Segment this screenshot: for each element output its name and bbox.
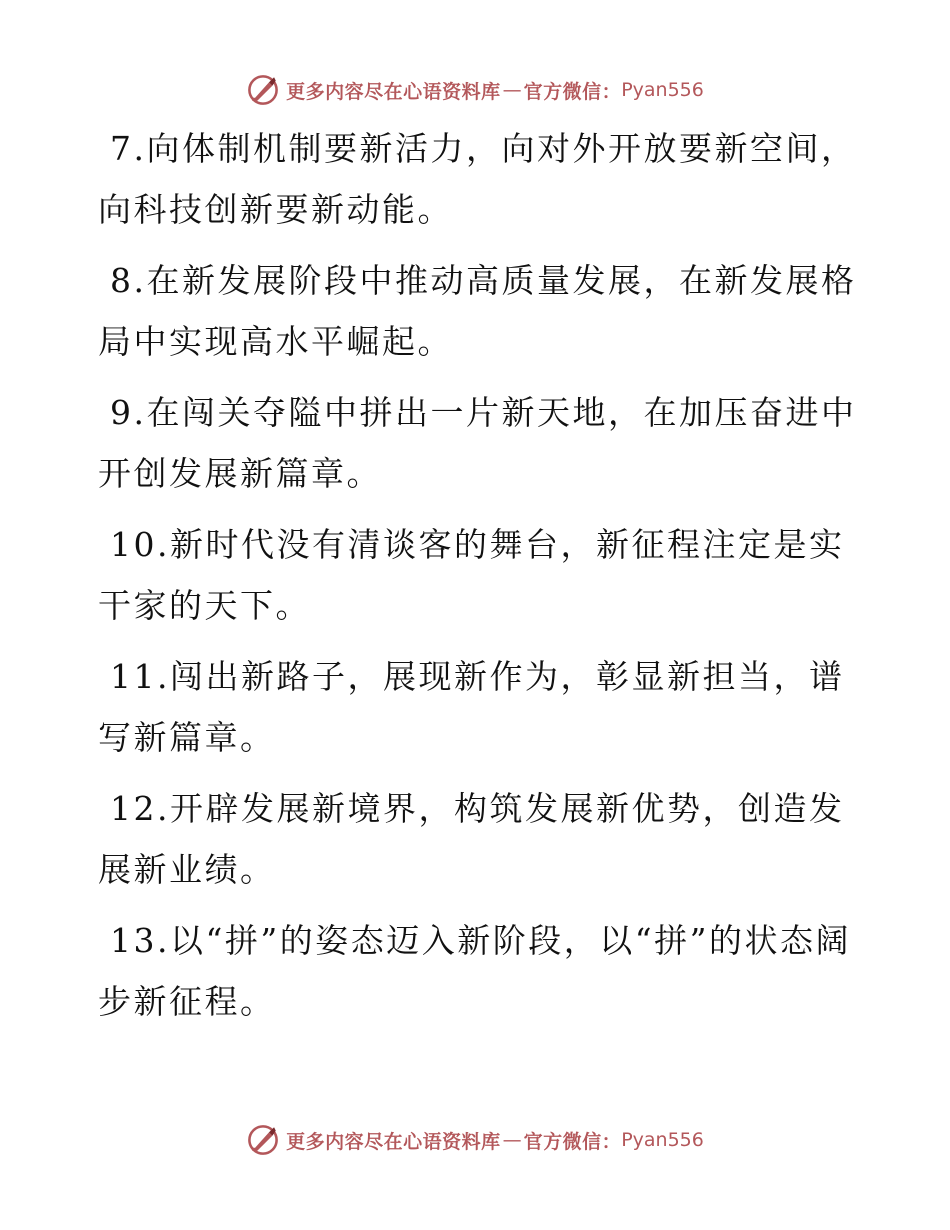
banner-separator: —	[502, 1129, 522, 1151]
list-item: 13.以“拼”的姿态迈入新阶段，以“拼”的状态阔步新征程。	[98, 921, 851, 1021]
list-item: 8.在新发展阶段中推动高质量发展，在新发展格局中实现高水平崛起。	[98, 261, 857, 361]
wechat-label: 官方微信：	[523, 80, 622, 103]
banner-separator: —	[502, 79, 522, 101]
wechat-id: Pyan556	[621, 79, 704, 101]
list-item: 10.新时代没有清谈客的舞台，新征程注定是实干家的天下。	[98, 525, 845, 625]
wechat-id: Pyan556	[621, 1129, 704, 1151]
quill-pen-logo-icon	[246, 73, 280, 107]
header-banner	[0, 70, 950, 110]
list-item: 11.闯出新路子，展现新作为，彰显新担当，谱写新篇章。	[98, 657, 845, 757]
quill-pen-logo-icon	[246, 1123, 280, 1157]
wechat-label: 官方微信：	[523, 1130, 622, 1153]
banner-text: 更多内容尽在心语资料库	[286, 1130, 501, 1153]
document-body	[98, 118, 858, 1042]
list-item: 9.在闯关夺隘中拼出一片新天地，在加压奋进中开创发展新篇章。	[98, 393, 857, 493]
footer-banner	[0, 1120, 950, 1160]
banner-text: 更多内容尽在心语资料库	[286, 80, 501, 103]
list-item: 12.开辟发展新境界，构筑发展新优势，创造发展新业绩。	[98, 789, 845, 889]
list-item: 7.向体制机制要新活力，向对外开放要新空间，向科技创新要新动能。	[98, 129, 857, 229]
